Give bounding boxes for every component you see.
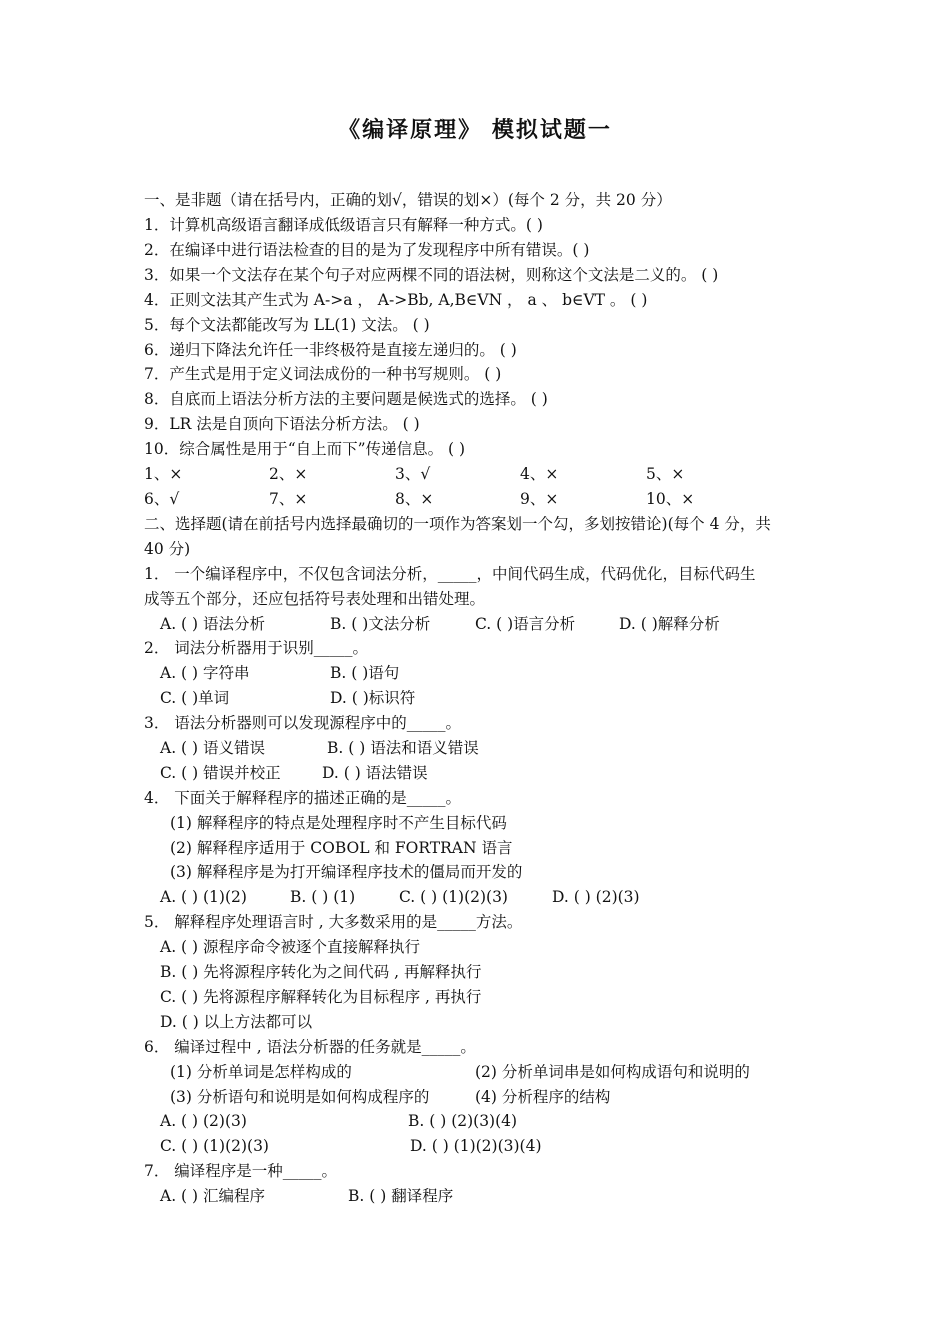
mc-question-3-options-row2 [160, 761, 840, 786]
tf-question-7: 7．产生式是用于定义词法成份的一种书写规则。 ( ) [144, 365, 502, 383]
tf-question-9: 9．LR 法是自顶向下语法分析方法。 ( ) [144, 415, 420, 433]
mc-question-1: 1． 一个编译程序中，不仅包含词法分析，_____，中间代码生成，代码优化，目标代码生 [144, 565, 756, 583]
answer-item: 8、× [395, 490, 434, 508]
mc-question-7-options [160, 1184, 840, 1209]
section2-heading: 二、选择题(请在前括号内选择最确切的一项作为答案划一个勾，多划按错论)(每个 4 分，共 [144, 515, 771, 533]
option-a: A. ( ) 语义错误 [160, 739, 265, 757]
mc-question-1-options [160, 612, 840, 637]
tf-question-2: 2．在编译中进行语法检查的目的是为了发现程序中所有错误。( ) [144, 241, 590, 259]
mc-question-4: 4． 下面关于解释程序的描述正确的是_____。 [144, 789, 462, 807]
q4-statement-3: (3) 解释程序是为打开编译程序技术的僵局而开发的 [170, 863, 523, 881]
mc-question-2-options-row2 [160, 686, 840, 711]
option-d: D. ( )标识符 [330, 689, 416, 707]
option-a: A. ( ) 语法分析 [160, 615, 265, 633]
answer-item: 4、× [520, 465, 559, 483]
option-c: C. ( )单词 [160, 689, 230, 707]
q6-statement-4: (4) 分析程序的结构 [475, 1088, 611, 1106]
q5-option-c: C. ( ) 先将源程序解释转化为目标程序 , 再执行 [160, 988, 482, 1006]
option-a: A. ( ) 字符串 [160, 664, 250, 682]
answer-item: 10、× [646, 490, 695, 508]
option-a: A. ( ) (2)(3) [160, 1112, 247, 1130]
tf-question-1: 1．计算机高级语言翻译成低级语言只有解释一种方式。( ) [144, 216, 543, 234]
answer-item: 9、× [520, 490, 559, 508]
option-b: B. ( )文法分析 [330, 615, 431, 633]
option-a: A. ( ) (1)(2) [160, 888, 247, 906]
mc-question-2: 2． 词法分析器用于识别_____。 [144, 639, 369, 657]
option-d: D. ( ) 语法错误 [322, 764, 428, 782]
q5-option-b: B. ( ) 先将源程序转化为之间代码 , 再解释执行 [160, 963, 482, 981]
option-d: D. ( )解释分析 [619, 615, 720, 633]
mc-question-6: 6． 编译过程中 , 语法分析器的任务就是_____。 [144, 1038, 476, 1056]
mc-question-6-options-row2 [160, 1134, 840, 1159]
tf-question-5: 5．每个文法都能改写为 LL(1) 文法。 ( ) [144, 316, 430, 334]
q6-statement-3: (3) 分析语句和说明是如何构成程序的 [170, 1088, 430, 1106]
mc-question-7: 7． 编译程序是一种_____。 [144, 1162, 338, 1180]
mc-question-1-cont: 成等五个部分，还应包括符号表处理和出错处理。 [144, 590, 486, 608]
tf-question-10: 10．综合属性是用于“自上而下”传递信息。 ( ) [144, 440, 466, 458]
mc-question-5: 5． 解释程序处理语言时 , 大多数采用的是_____方法。 [144, 913, 523, 931]
answer-item: 1、× [144, 465, 183, 483]
option-c: C. ( ) 错误并校正 [160, 764, 281, 782]
option-c: C. ( ) (1)(2)(3) [160, 1137, 269, 1155]
q6-statements-row2 [170, 1085, 850, 1110]
q4-statement-2: (2) 解释程序适用于 COBOL 和 FORTRAN 语言 [170, 839, 513, 857]
answers-row-2 [144, 487, 824, 512]
option-d: D. ( ) (2)(3) [552, 888, 640, 906]
option-d: D. ( ) (1)(2)(3)(4) [410, 1137, 542, 1155]
option-b: B. ( ) (2)(3)(4) [408, 1112, 518, 1130]
option-b: B. ( ) 语法和语义错误 [327, 739, 479, 757]
option-a: A. ( ) 汇编程序 [160, 1187, 265, 1205]
answer-item: 2、× [269, 465, 308, 483]
tf-question-6: 6．递归下降法允许任一非终极符是直接左递归的。 ( ) [144, 341, 517, 359]
mc-question-3: 3． 语法分析器则可以发现源程序中的_____。 [144, 714, 462, 732]
option-b: B. ( )语句 [330, 664, 400, 682]
answer-item: 7、× [269, 490, 308, 508]
answer-item: 3、√ [395, 465, 431, 483]
tf-question-3: 3．如果一个文法存在某个句子对应两棵不同的语法树，则称这个文法是二义的。 ( ) [144, 266, 719, 284]
option-c: C. ( )语言分析 [475, 615, 576, 633]
q5-option-a: A. ( ) 源程序命令被逐个直接解释执行 [160, 938, 420, 956]
tf-question-8: 8．自底而上语法分析方法的主要问题是候选式的选择。 ( ) [144, 390, 548, 408]
q4-statement-1: (1) 解释程序的特点是处理程序时不产生目标代码 [170, 814, 507, 832]
option-b: B. ( ) 翻译程序 [348, 1187, 454, 1205]
q6-statement-1: (1) 分析单词是怎样构成的 [170, 1063, 352, 1081]
answers-row-1 [144, 462, 824, 487]
mc-question-2-options-row1 [160, 661, 840, 686]
answer-item: 6、√ [144, 490, 180, 508]
mc-question-4-options [160, 885, 840, 910]
mc-question-6-options-row1 [160, 1109, 840, 1134]
q5-option-d: D. ( ) 以上方法都可以 [160, 1013, 313, 1031]
q6-statements-row1 [170, 1060, 850, 1085]
mc-question-3-options-row1 [160, 736, 840, 761]
option-b: B. ( ) (1) [290, 888, 356, 906]
q6-statement-2: (2) 分析单词串是如何构成语句和说明的 [475, 1063, 750, 1081]
page-title: 《编译原理》 模拟试题一 [338, 117, 612, 143]
section2-heading-cont: 40 分) [144, 540, 191, 558]
option-c: C. ( ) (1)(2)(3) [399, 888, 508, 906]
tf-question-4: 4．正则文法其产生式为 A->a ， A->Bb, A,B∈VN ， a 、 b∈VT 。 ( ) [144, 291, 648, 309]
section1-heading: 一、是非题（请在括号内，正确的划√，错误的划×）(每个 2 分，共 20 分） [144, 191, 672, 209]
answer-item: 5、× [646, 465, 685, 483]
